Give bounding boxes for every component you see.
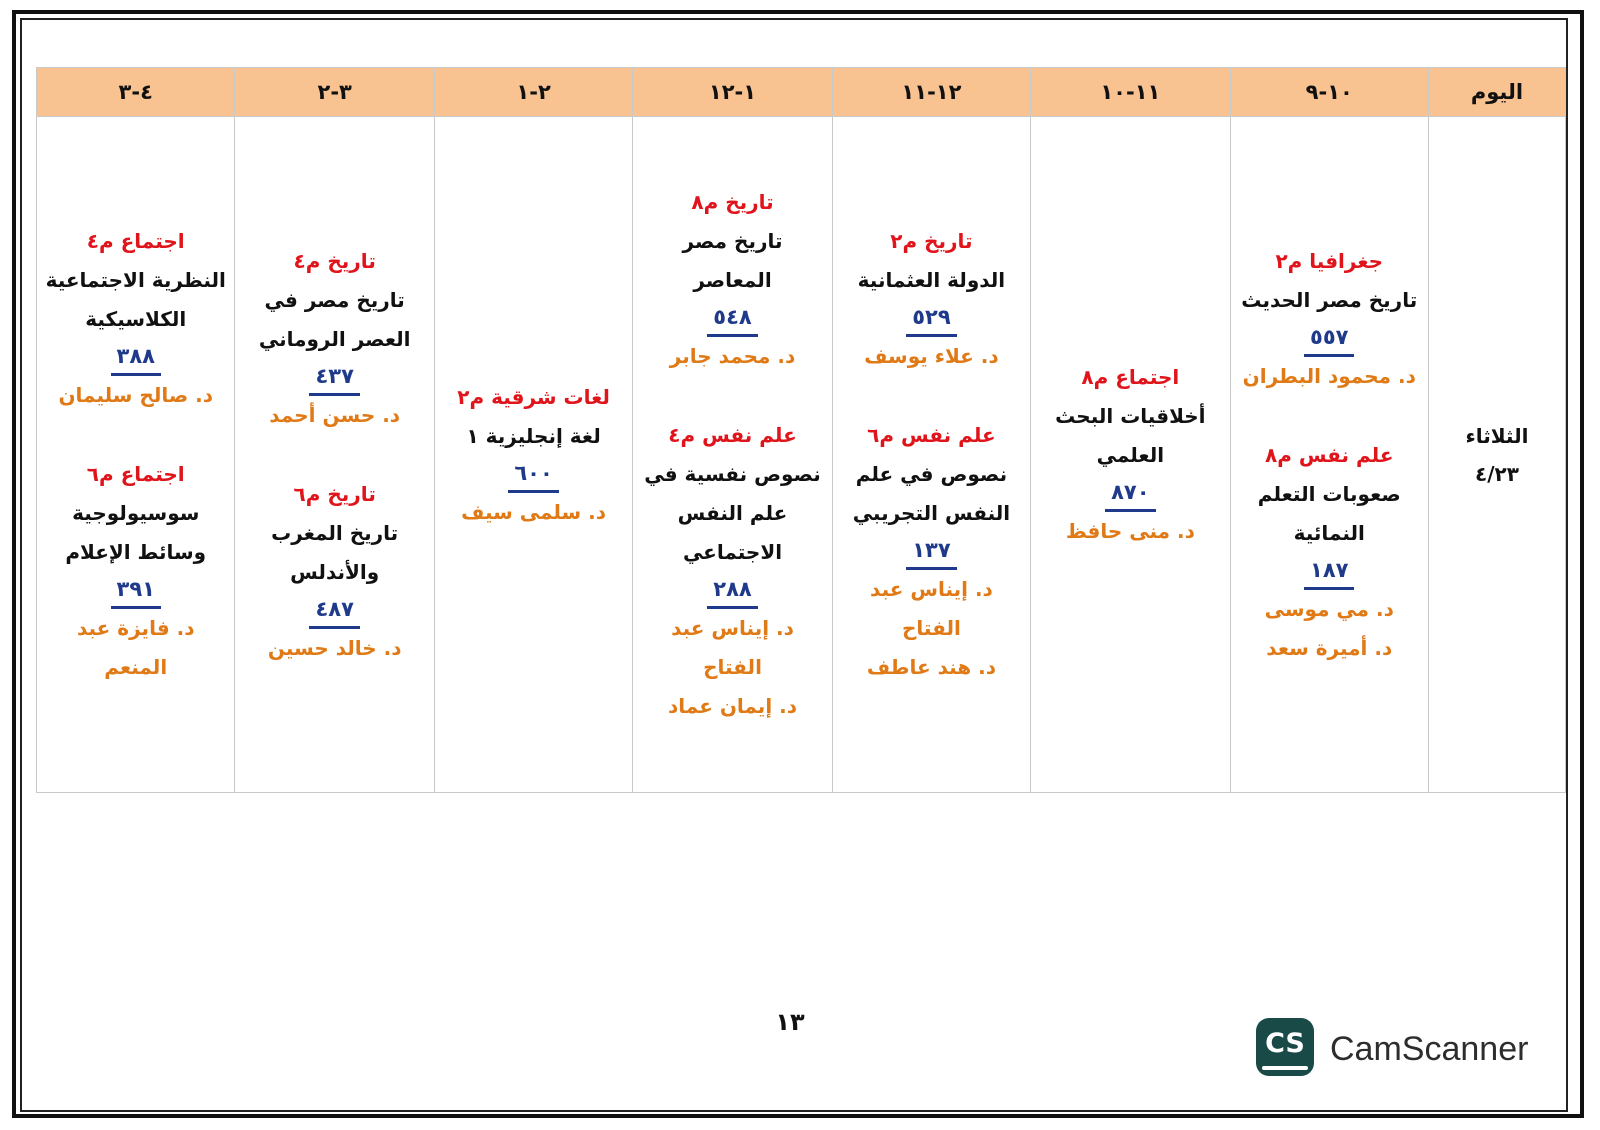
header-slot: ١١-١٠ [1031,68,1230,117]
course-title-line: تاريخ المغرب [271,520,399,545]
slot-cell [434,117,632,793]
room-number: ٣٨٨ [111,339,161,376]
course-entry [839,222,1024,376]
day-name: الثلاثاء [1465,423,1529,448]
course-code: علم نفس م٦ [867,423,996,447]
course-entry [639,183,825,376]
camscanner-brand: CamScanner [1330,1030,1529,1068]
instructor-name: د. سلمى سيف [461,499,607,524]
room-number: ٥٤٨ [707,300,757,337]
course-code: تاريخ م٢ [890,229,973,253]
header-slot: ٣-٢ [235,68,434,117]
instructor-name: د. محمود البطران [1242,363,1416,388]
course-title-line: الاجتماعي [682,540,783,564]
instructor-name: د. صالح سليمان [58,383,213,407]
page-number: ١٣ [775,1008,805,1036]
slot-cell [832,117,1030,793]
course-code: جغرافيا م٢ [1275,248,1384,273]
instructor-name: د. فايزة عبد المنعم [76,616,195,679]
room-number: ٤٨٧ [309,592,359,629]
header-slot: ٤-٣ [37,68,235,117]
course-title-line: نصوص نفسية في [644,462,821,486]
room-number: ٢٨٨ [707,572,757,609]
course-code: علم نفس م٨ [1265,442,1394,467]
course-code: تاريخ م٤ [293,248,376,273]
header-slot: ١٠-٩ [1230,68,1428,117]
course-title-line: تاريخ مصر الحديث [1241,287,1418,312]
header-slot: ٢-١ [434,68,632,117]
room-number: ١٣٧ [906,533,956,570]
instructor-name: الفتاح [901,616,961,640]
course-entry [441,378,626,532]
slot-cell [37,117,235,793]
room-number: ٨٧٠ [1105,475,1155,512]
course-code: اجتماع م٦ [86,462,185,486]
course-title-line: أخلاقيات البحث [1055,404,1206,428]
course-title-line: النمائية [1293,520,1365,545]
course-entry [43,222,228,415]
course-entry [839,416,1024,687]
course-title-line: علم النفس [677,501,788,525]
slot-cell [1031,117,1230,793]
course-title-line: الدولة العثمانية [857,268,1006,292]
course-code: تاريخ م٦ [293,481,376,506]
course-entry [1037,358,1223,551]
day-cell [1428,117,1565,793]
course-entry [241,475,427,668]
course-entry [43,455,228,687]
course-entry [1237,242,1422,396]
room-number: ٦٠٠ [508,456,558,493]
course-entry [639,416,825,726]
room-number: ٤٣٧ [309,359,359,396]
course-title-line: الكلاسيكية [85,307,187,331]
course-title-line: النظرية الاجتماعية [45,268,226,292]
header-row [37,68,1566,117]
course-entry [241,242,427,435]
slot-cell [1230,117,1428,793]
course-title-line: النفس التجريبي [852,501,1011,525]
instructor-name: د. علاء يوسف [864,344,999,368]
instructor-name: د. أميرة سعد [1266,635,1393,660]
header-slot: ١-١٢ [633,68,832,117]
course-code: علم نفس م٤ [668,423,797,447]
course-title-line: سوسيولوجية [72,501,200,525]
course-title-line: العصر الروماني [258,326,411,351]
instructor-name: د. إيناس عبد [870,577,993,601]
room-number: ٥٢٩ [906,300,956,337]
instructor-name: د. إيمان عماد [668,694,797,718]
room-number: ١٨٧ [1304,553,1354,590]
instructor-name: د. منى حافظ [1065,519,1195,543]
instructor-name: د. إيناس عبد [671,616,794,640]
instructor-name: د. محمد جابر [669,344,796,368]
instructor-name: د. مي موسى [1264,596,1394,621]
day-date: ٤/٢٣ [1475,461,1519,486]
slot-cell [235,117,434,793]
instructor-name: الفتاح [703,655,762,679]
header-slot: ١٢-١١ [832,68,1030,117]
course-title-line: المعاصر [693,268,772,292]
room-number: ٣٩١ [111,572,161,609]
camscanner-logo: CS [1256,1018,1314,1076]
course-title-line: العلمي [1096,443,1165,467]
course-title-line: لغة إنجليزية ١ [466,423,601,448]
course-code: تاريخ م٨ [691,190,774,214]
course-title-line: نصوص في علم [855,462,1008,486]
course-title-line: والأندلس [290,559,380,584]
course-entry [1237,436,1422,668]
room-number: ٥٥٧ [1304,320,1354,357]
course-code: اجتماع م٤ [86,229,185,253]
course-code: لغات شرقية م٢ [457,384,610,409]
course-title-line: صعوبات التعلم [1257,481,1401,506]
header-day: اليوم [1428,68,1565,117]
schedule-row [37,117,1566,793]
course-title-line: تاريخ مصر في [264,287,405,312]
schedule-table [36,67,1566,793]
course-title-line: تاريخ مصر [682,229,783,253]
instructor-name: د. حسن أحمد [269,402,401,427]
instructor-name: د. خالد حسين [267,635,402,660]
instructor-name: د. هند عاطف [866,655,997,679]
course-code: اجتماع م٨ [1081,365,1180,389]
slot-cell [633,117,832,793]
course-title-line: وسائط الإعلام [65,540,207,564]
